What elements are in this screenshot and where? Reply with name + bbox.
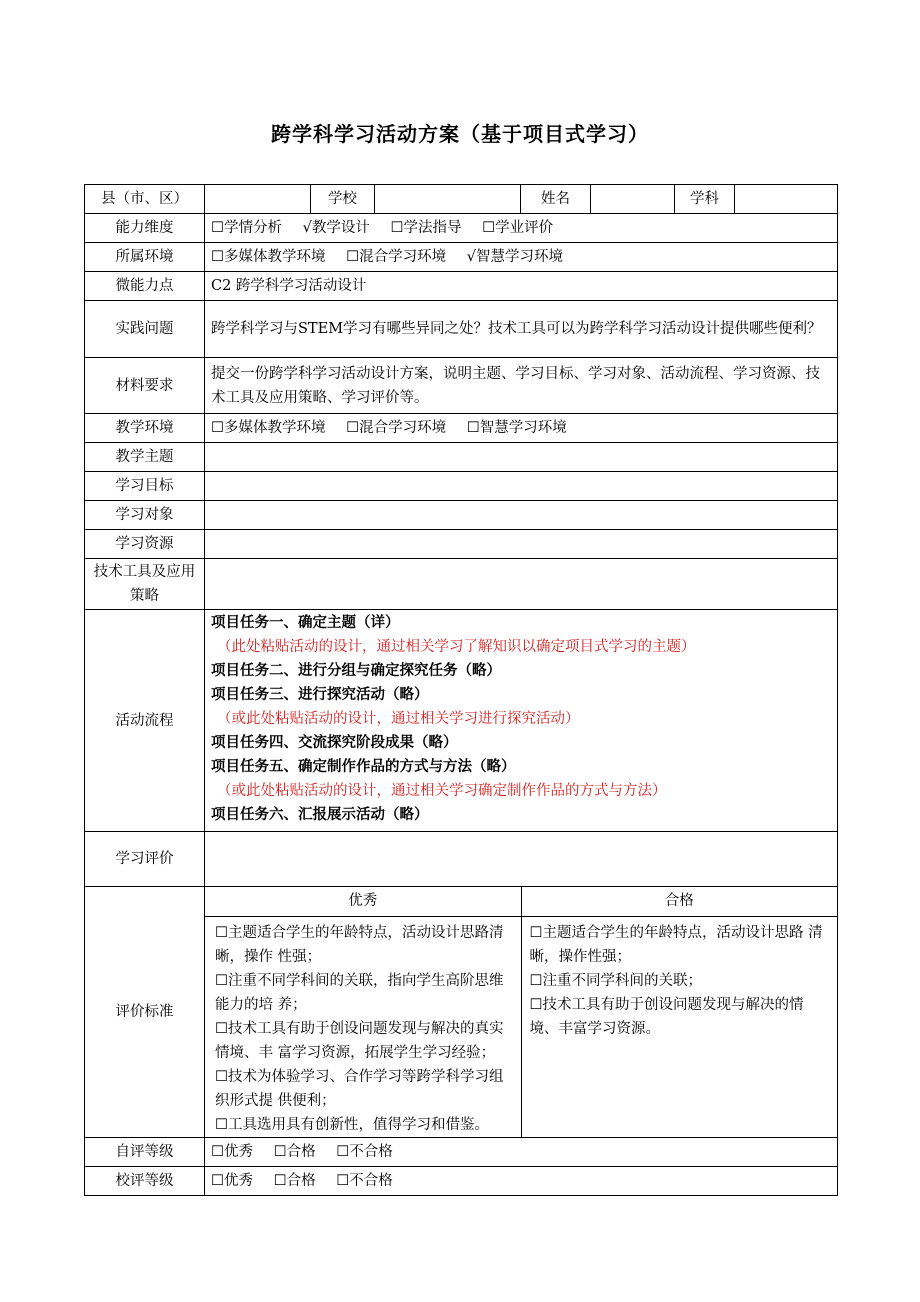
criteria-table [205, 887, 837, 1137]
flow-label: 活动流程 [85, 610, 205, 832]
goal-label: 学习目标 [85, 472, 205, 501]
county-label: 县（市、区） [85, 185, 205, 214]
self-grade-options [205, 1137, 838, 1166]
excellent-criterion[interactable]: ☐技术为体验学习、合作学习等跨学科学习组织形式提 供便利； [215, 1068, 504, 1109]
teach-env-option-2[interactable]: ☐混合学习环境 [346, 420, 447, 436]
pass-header: 合格 [521, 887, 837, 916]
pass-criterion[interactable]: ☐技术工具有助于创设问题发现与解决的情 境、丰富学习资源。 [529, 996, 804, 1037]
self-grade-row [85, 1137, 838, 1166]
teach-env-option-3[interactable]: ☐智慧学习环境 [466, 420, 567, 436]
school-grade-row [85, 1166, 838, 1195]
school-grade-options [205, 1166, 838, 1195]
env-label: 所属环境 [85, 243, 205, 272]
flow-note: （此处粘贴活动的设计，通过相关学习了解知识以确定项目式学习的主题） [217, 639, 696, 655]
subject-field[interactable] [735, 185, 838, 214]
goal-field[interactable] [205, 472, 838, 501]
criteria-row [85, 887, 838, 1138]
self-grade-pass[interactable]: ☐合格 [273, 1143, 316, 1160]
tools-field[interactable] [205, 559, 838, 610]
flow-content [205, 610, 838, 832]
page-title: 跨学科学习活动方案（基于项目式学习） [271, 122, 649, 146]
practice-row [85, 301, 838, 358]
evaluation-field[interactable] [205, 832, 838, 887]
ability-options [205, 214, 838, 243]
flow-note: （或此处粘贴活动的设计，通过相关学习进行探究活动） [217, 711, 580, 727]
school-field[interactable] [375, 185, 521, 214]
excellent-criteria-list [205, 916, 521, 1137]
excellent-criterion[interactable]: ☐工具选用具有创新性，值得学习和借鉴。 [215, 1116, 489, 1133]
name-field[interactable] [591, 185, 675, 214]
resource-label: 学习资源 [85, 530, 205, 559]
target-field[interactable] [205, 501, 838, 530]
pass-criterion[interactable]: ☐注重不同学科间的关联； [529, 972, 702, 989]
resource-field[interactable] [205, 530, 838, 559]
flow-task: 项目任务二、进行分组与确定探究任务（略） [211, 662, 501, 679]
env-option-1[interactable]: ☐多媒体教学环境 [211, 249, 326, 265]
pass-criterion[interactable]: ☐主题适合学生的年龄特点，活动设计思路 清晰，操作性强； [529, 924, 823, 965]
env-options [205, 243, 838, 272]
practice-label: 实践问题 [85, 301, 205, 358]
school-label: 学校 [311, 185, 375, 214]
flow-task: 项目任务五、确定制作作品的方式与方法（略） [211, 758, 516, 775]
ability-row [85, 214, 838, 243]
resource-row [85, 530, 838, 559]
tools-label: 技术工具及应用策略 [85, 559, 205, 610]
subject-label: 学科 [675, 185, 735, 214]
excellent-header: 优秀 [205, 887, 521, 916]
env-option-3[interactable]: √智慧学习环境 [466, 249, 563, 265]
ability-label: 能力维度 [85, 214, 205, 243]
name-label: 姓名 [521, 185, 591, 214]
ability-option-2[interactable]: √教学设计 [302, 220, 370, 236]
flow-task: 项目任务三、进行探究活动（略） [211, 686, 429, 703]
theme-row [85, 443, 838, 472]
goal-row [85, 472, 838, 501]
excellent-criterion[interactable]: ☐注重不同学科间的关联，指向学生高阶思维能力的培 养； [215, 972, 504, 1013]
materials-label: 材料要求 [85, 358, 205, 414]
target-row [85, 501, 838, 530]
school-grade-fail[interactable]: ☐不合格 [336, 1172, 393, 1189]
materials-row [85, 358, 838, 414]
school-grade-pass[interactable]: ☐合格 [273, 1172, 316, 1189]
excellent-criterion[interactable]: ☐技术工具有助于创设问题发现与解决的真实情境、丰 富学习资源，拓展学生学习经验； [215, 1020, 504, 1061]
criteria-table-cell [205, 887, 838, 1138]
excellent-criterion[interactable]: ☐主题适合学生的年龄特点，活动设计思路清晰，操作 性强； [215, 924, 504, 965]
theme-label: 教学主题 [85, 443, 205, 472]
flow-row [85, 610, 838, 832]
materials-value: 提交一份跨学科学习活动设计方案，说明主题、学习目标、学习对象、活动流程、学习资源、技术工具及应用策略、学习评价等。 [205, 358, 838, 414]
env-row [85, 243, 838, 272]
ability-option-4[interactable]: ☐学业评价 [482, 220, 554, 236]
teach-env-option-1[interactable]: ☐多媒体教学环境 [211, 420, 326, 436]
micro-label: 微能力点 [85, 272, 205, 301]
evaluation-row [85, 832, 838, 887]
flow-task: 项目任务六、汇报展示活动（略） [211, 806, 429, 823]
criteria-label: 评价标准 [85, 887, 205, 1138]
flow-task: 项目任务四、交流探究阶段成果（略） [211, 734, 458, 751]
tools-row [85, 559, 838, 610]
micro-value: C2 跨学科学习活动设计 [205, 272, 838, 301]
activity-plan-form [84, 184, 838, 1196]
pass-criteria-list [521, 916, 837, 1137]
flow-task: 项目任务一、确定主题（详） [211, 614, 400, 631]
ability-option-1[interactable]: ☐学情分析 [211, 220, 282, 236]
evaluation-label: 学习评价 [85, 832, 205, 887]
theme-field[interactable] [205, 443, 838, 472]
env-option-2[interactable]: ☐混合学习环境 [346, 249, 447, 265]
teach-env-options [205, 414, 838, 443]
ability-option-3[interactable]: ☐学法指导 [390, 220, 462, 236]
flow-note: （或此处粘贴活动的设计，通过相关学习确定制作作品的方式与方法） [217, 783, 667, 799]
teach-env-row [85, 414, 838, 443]
school-grade-label: 校评等级 [85, 1166, 205, 1195]
header-row [85, 185, 838, 214]
practice-value: 跨学科学习与STEM学习有哪些异同之处？技术工具可以为跨学科学习活动设计提供哪些便利？ [205, 301, 838, 358]
self-grade-excellent[interactable]: ☐优秀 [211, 1143, 253, 1160]
micro-row [85, 272, 838, 301]
county-field[interactable] [205, 185, 311, 214]
target-label: 学习对象 [85, 501, 205, 530]
teach-env-label: 教学环境 [85, 414, 205, 443]
self-grade-label: 自评等级 [85, 1137, 205, 1166]
school-grade-excellent[interactable]: ☐优秀 [211, 1172, 253, 1189]
self-grade-fail[interactable]: ☐不合格 [336, 1143, 393, 1160]
